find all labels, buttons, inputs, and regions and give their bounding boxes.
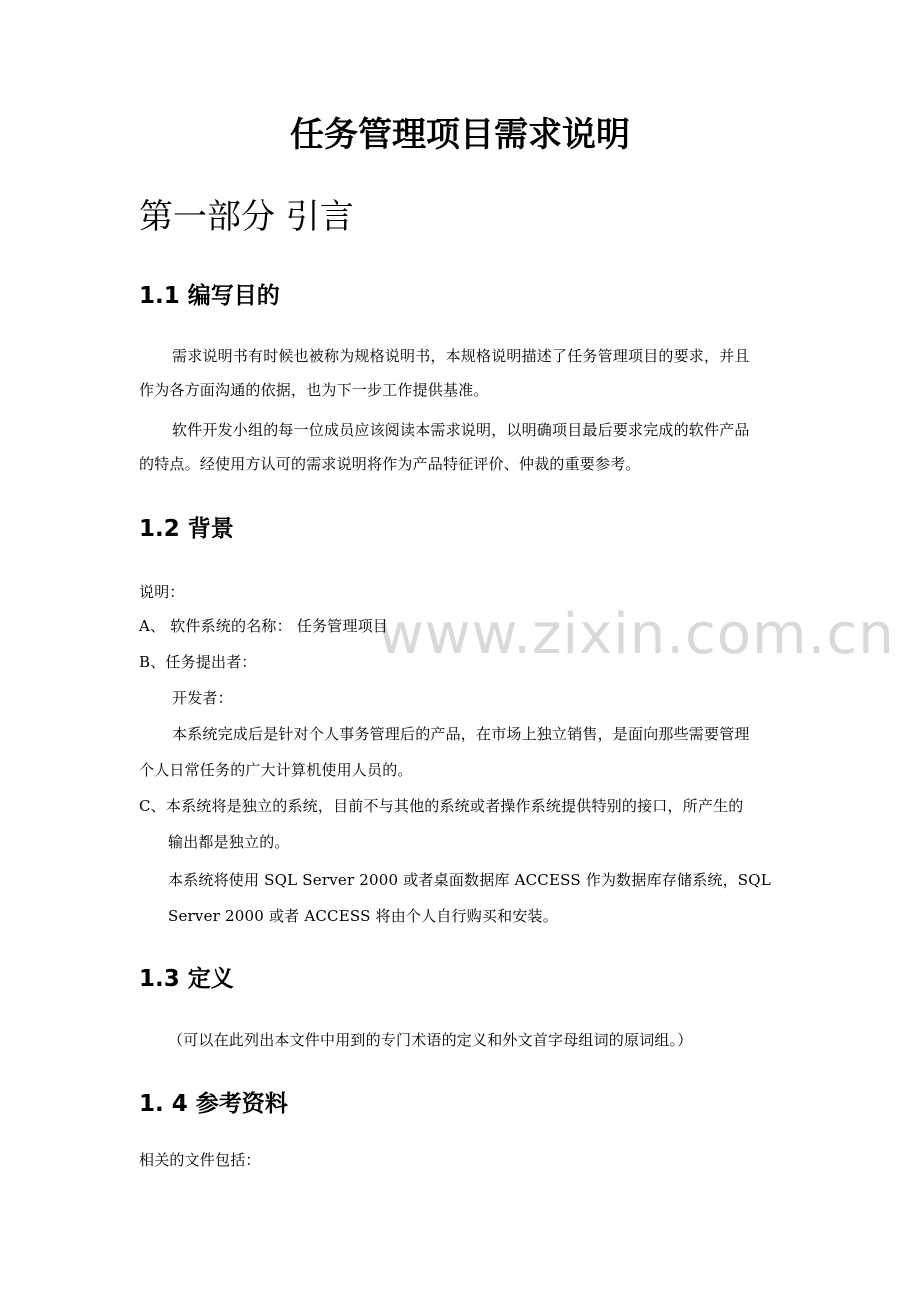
background-item-b: B、任务提出者： [139, 653, 257, 671]
references-text: 相关的文件包括： [139, 1151, 261, 1169]
background-description-line-1: 本系统完成后是针对个人事务管理后的产品，在市场上独立销售，是面向那些需要管理 [172, 725, 750, 743]
background-item-c-line-1: C、本系统将是独立的系统，目前不与其他的系统或者操作系统提供特别的接口，所产生的 [139, 797, 744, 815]
background-description-line-2: 个人日常任务的广大计算机使用人员的。 [139, 761, 413, 779]
background-item-a: A、 软件系统的名称： 任务管理项目 [139, 617, 388, 635]
purpose-paragraph-1-line-1: 需求说明书有时候也被称为规格说明书，本规格说明描述了任务管理项目的要求，并且 [172, 347, 750, 365]
definitions-text: （可以在此列出本文件中用到的专门术语的定义和外文首字母组词的原词组。） [168, 1031, 693, 1049]
document-title: 任务管理项目需求说明 [290, 115, 630, 155]
purpose-paragraph-1-line-2: 作为各方面沟通的依据，也为下一步工作提供基准。 [139, 381, 489, 399]
purpose-paragraph-2-line-1: 软件开发小组的每一位成员应该阅读本需求说明，以明确项目最后要求完成的软件产品 [172, 421, 750, 439]
background-intro: 说明： [139, 583, 185, 601]
section-heading-definitions: 1.3 定义 [139, 966, 234, 992]
purpose-paragraph-2-line-2: 的特点。经使用方认可的需求说明将作为产品特征评价、仲裁的重要参考。 [139, 455, 641, 473]
watermark: www.zixin.com.cn [378, 602, 895, 667]
section-heading-references: 1. 4 参考资料 [139, 1091, 288, 1117]
background-database-line-2: Server 2000 或者 ACCESS 将由个人自行购买和安装。 [168, 907, 558, 925]
background-item-c-line-2: 输出都是独立的。 [168, 833, 290, 851]
section-heading-purpose: 1.1 编写目的 [139, 283, 280, 309]
section-heading-background: 1.2 背景 [139, 516, 234, 542]
background-developer: 开发者： [172, 689, 233, 707]
background-database-line-1: 本系统将使用 SQL Server 2000 或者桌面数据库 ACCESS 作为数据库存储系统，SQL [168, 871, 771, 889]
part-heading: 第一部分 引言 [139, 197, 354, 237]
